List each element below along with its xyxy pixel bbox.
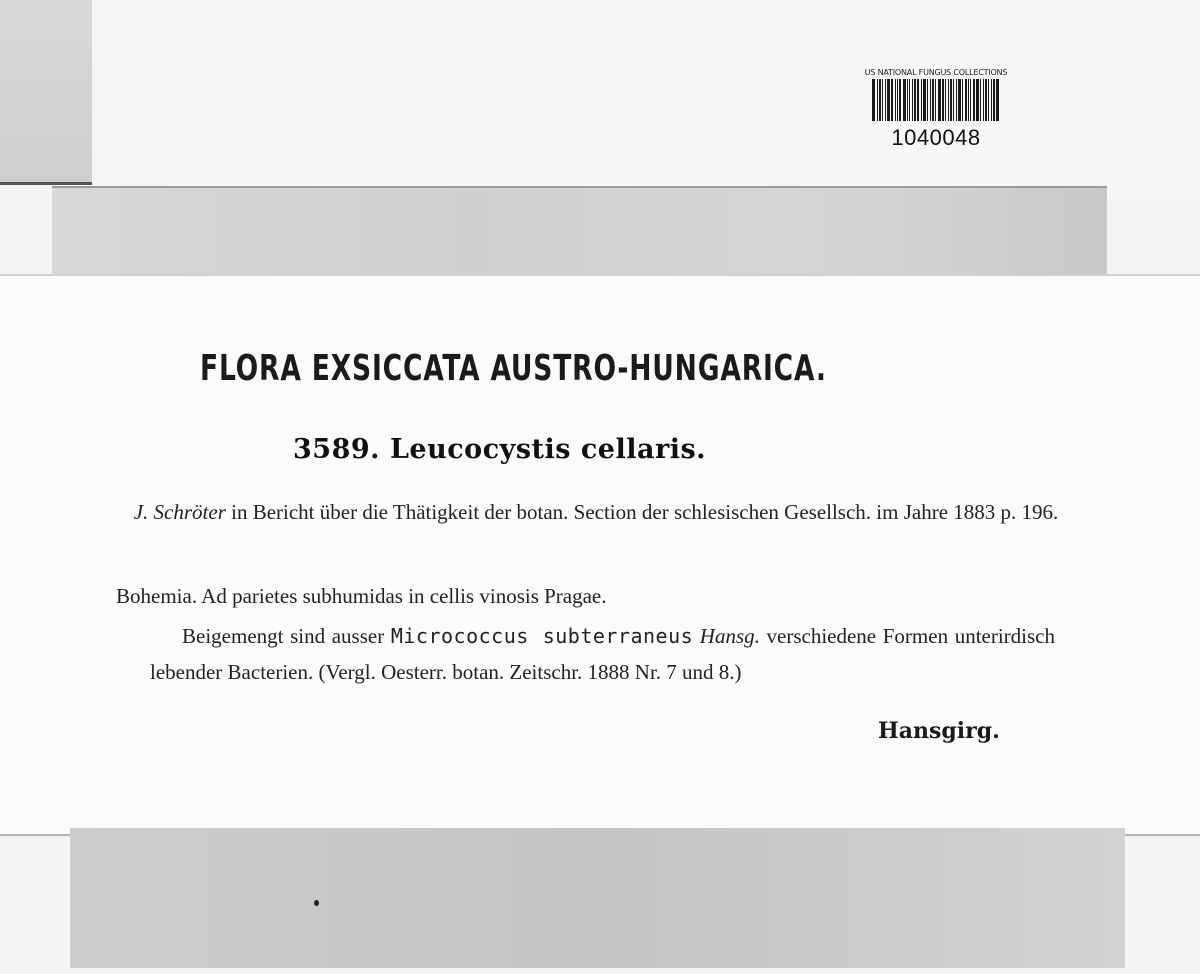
barcode-bars (845, 79, 1027, 121)
barcode-bar (950, 79, 952, 121)
barcode-bar (962, 79, 963, 121)
barcode-bar (996, 79, 999, 121)
background-sheet (95, 0, 1200, 200)
barcode-bar (899, 79, 901, 121)
barcode-bar (968, 79, 969, 121)
barcode-bar (993, 79, 995, 121)
background-strip (0, 0, 92, 185)
barcode-bar (909, 79, 910, 121)
barcode-bar (903, 79, 906, 121)
barcode-bar (938, 79, 941, 121)
barcode-bar (882, 79, 883, 121)
barcode-bar (973, 79, 975, 121)
speck (314, 900, 319, 906)
label-note (150, 618, 1055, 690)
barcode-bar (948, 79, 949, 121)
label-citation (116, 494, 1076, 530)
packet-flap-bottom (70, 828, 1125, 968)
barcode-bar (907, 79, 908, 121)
barcode-bar (958, 79, 961, 121)
barcode-bar (923, 79, 926, 121)
label-collector: Hansgirg. (878, 718, 1000, 744)
barcode-bar (891, 79, 893, 121)
barcode-bar (991, 79, 992, 121)
barcode-bar (885, 79, 886, 121)
barcode-bar (887, 79, 890, 121)
barcode-caption: US NATIONAL FUNGUS COLLECTIONS (864, 68, 1008, 77)
barcode-bar (953, 79, 954, 121)
specimen-label (0, 274, 1200, 836)
barcode-bar (980, 79, 981, 121)
packet-flap-top (52, 186, 1107, 288)
note-text-1: Beigemengt sind ausser (182, 624, 391, 648)
barcode-bar (895, 79, 896, 121)
barcode-bar (983, 79, 984, 121)
barcode-bar (872, 79, 875, 121)
barcode-bar (930, 79, 931, 121)
barcode-bar (912, 79, 913, 121)
barcode-bar (921, 79, 922, 121)
note-text-2: verschiedene Formen unterirdisch lebender Bacterien. (Vergl. Oesterr. botan. Zeitschr. 1888 Nr. 7 und 8.) (150, 624, 1055, 684)
barcode-bar (942, 79, 944, 121)
note-authority: Hansg. (693, 624, 760, 648)
barcode-number: 1040048 (891, 125, 981, 150)
barcode-bar (956, 79, 957, 121)
barcode-bar (935, 79, 936, 121)
barcode-bar (945, 79, 946, 121)
barcode-bar (976, 79, 979, 121)
barcode-bar (927, 79, 928, 121)
barcode-bar (985, 79, 987, 121)
barcode-bar (877, 79, 878, 121)
barcode-bar (932, 79, 934, 121)
label-species: 3589. Leucocystis cellaris. (293, 434, 707, 465)
citation-author: J. Schröter (133, 500, 226, 524)
barcode-bar (965, 79, 967, 121)
note-taxon: Micrococcus subterraneus (390, 624, 694, 648)
barcode-bar (897, 79, 898, 121)
citation-text: in Bericht über die Thätigkeit der botan. Section der schlesischen Gesellsch. im Jahre 1883 p. 196. (225, 500, 1059, 524)
label-title: FLORA EXSICCATA AUSTRO-HUNGARICA. (200, 348, 827, 389)
barcode-block (845, 68, 1027, 151)
barcode-bar (879, 79, 881, 121)
barcode-bar (914, 79, 916, 121)
barcode-bar (988, 79, 989, 121)
barcode-bar (917, 79, 919, 121)
barcode-bar (970, 79, 971, 121)
label-locality: Bohemia. Ad parietes subhumidas in cellis vinosis Pragae. (116, 584, 607, 608)
